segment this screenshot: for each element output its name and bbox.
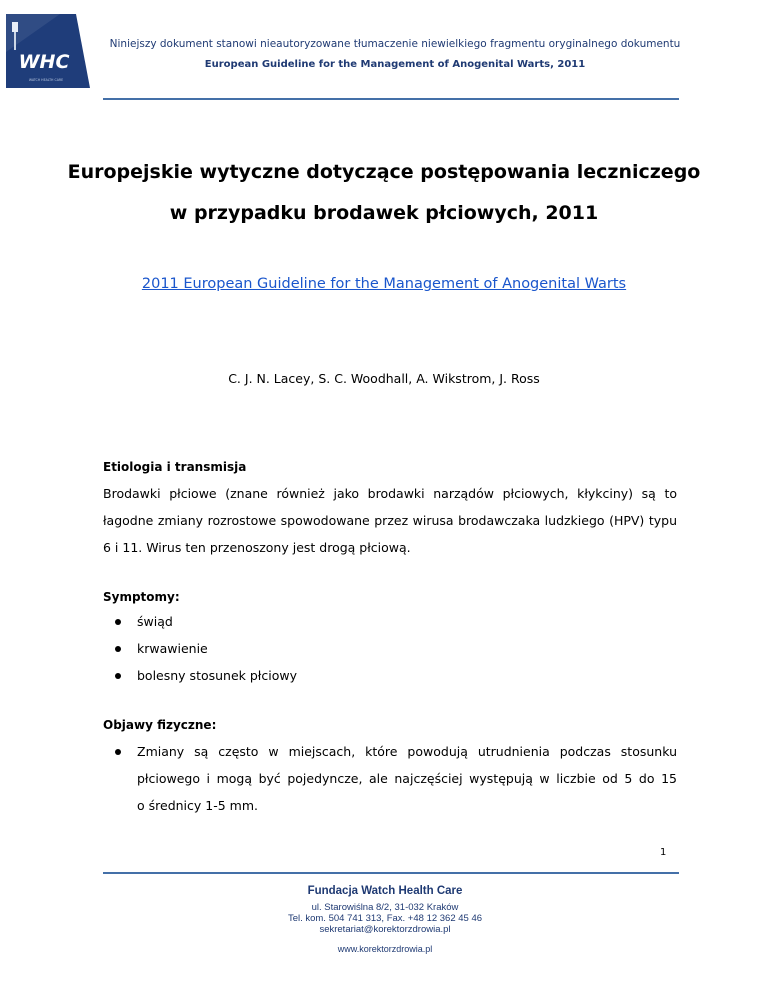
footer-organization: Fundacja Watch Health Care <box>307 885 463 897</box>
original-guideline-link[interactable]: 2011 European Guideline for the Management of Anogenital Warts <box>141 276 627 292</box>
symptoms-heading: Symptomy: <box>103 590 180 604</box>
footer-address: ul. Starowiślna 8/2, 31-032 Kraków <box>311 902 459 913</box>
page-number: 1 <box>660 847 667 858</box>
physical-line-1: Zmiany są często w miejscach, które powodują utrudnienia podczas stosunku <box>137 744 677 759</box>
watch-health-care-logo <box>0 12 96 92</box>
header-original-title: European Guideline for the Management of Anogenital Warts, 2011 <box>204 59 586 70</box>
etiology-line-2: łagodne zmiany rozrostowe spowodowane przez wirusa brodawczaka ludzkiego (HPV) typu <box>103 513 677 528</box>
symptom-item <box>115 668 297 683</box>
header-disclaimer: Niniejszy dokument stanowi nieautoryzowane tłumaczenie niewielkiego fragmentu oryginalnego dokumentu <box>109 38 681 50</box>
bullet-icon <box>115 646 121 652</box>
bullet-icon <box>115 619 121 625</box>
physical-line-3: o średnicy 1-5 mm. <box>137 798 258 813</box>
document-title-line-2: w przypadku brodawek płciowych, 2011 <box>169 202 599 224</box>
physical-line-2: płciowego i mogą być pojedyncze, ale najczęściej występują w liczbie od 5 do 15 <box>137 771 677 786</box>
document-title-line-1: Europejskie wytyczne dotyczące postępowania leczniczego <box>67 161 701 183</box>
etiology-line-3: 6 i 11. Wirus ten przenoszony jest drogą płciową. <box>103 540 411 555</box>
logo-subtext: WATCH HEALTH CARE <box>28 78 64 82</box>
etiology-paragraph <box>103 480 677 561</box>
footer-email[interactable]: sekretariat@korektorzdrowia.pl <box>319 924 451 935</box>
footer-website[interactable]: www.korektorzdrowia.pl <box>337 944 433 954</box>
symptom-label: bolesny stosunek płciowy <box>137 668 297 683</box>
symptom-label: świąd <box>137 614 173 629</box>
header-divider <box>103 98 679 100</box>
etiology-line-1: Brodawki płciowe (znane również jako brodawki narządów płciowych, kłykciny) są to <box>103 486 677 501</box>
symptom-label: krwawienie <box>137 641 208 656</box>
symptom-item <box>115 641 208 656</box>
bullet-icon <box>115 673 121 679</box>
symptom-item <box>115 614 173 629</box>
footer-phone: Tel. kom. 504 741 313, Fax. +48 12 362 45 46 <box>287 913 483 924</box>
etiology-heading: Etiologia i transmisja <box>103 460 247 474</box>
footer-divider <box>103 872 679 874</box>
physical-signs-heading: Objawy fizyczne: <box>103 718 217 732</box>
bullet-icon <box>115 749 121 755</box>
authors: C. J. N. Lacey, S. C. Woodhall, A. Wikstrom, J. Ross <box>228 371 540 386</box>
logo-text: WHC <box>18 51 70 73</box>
